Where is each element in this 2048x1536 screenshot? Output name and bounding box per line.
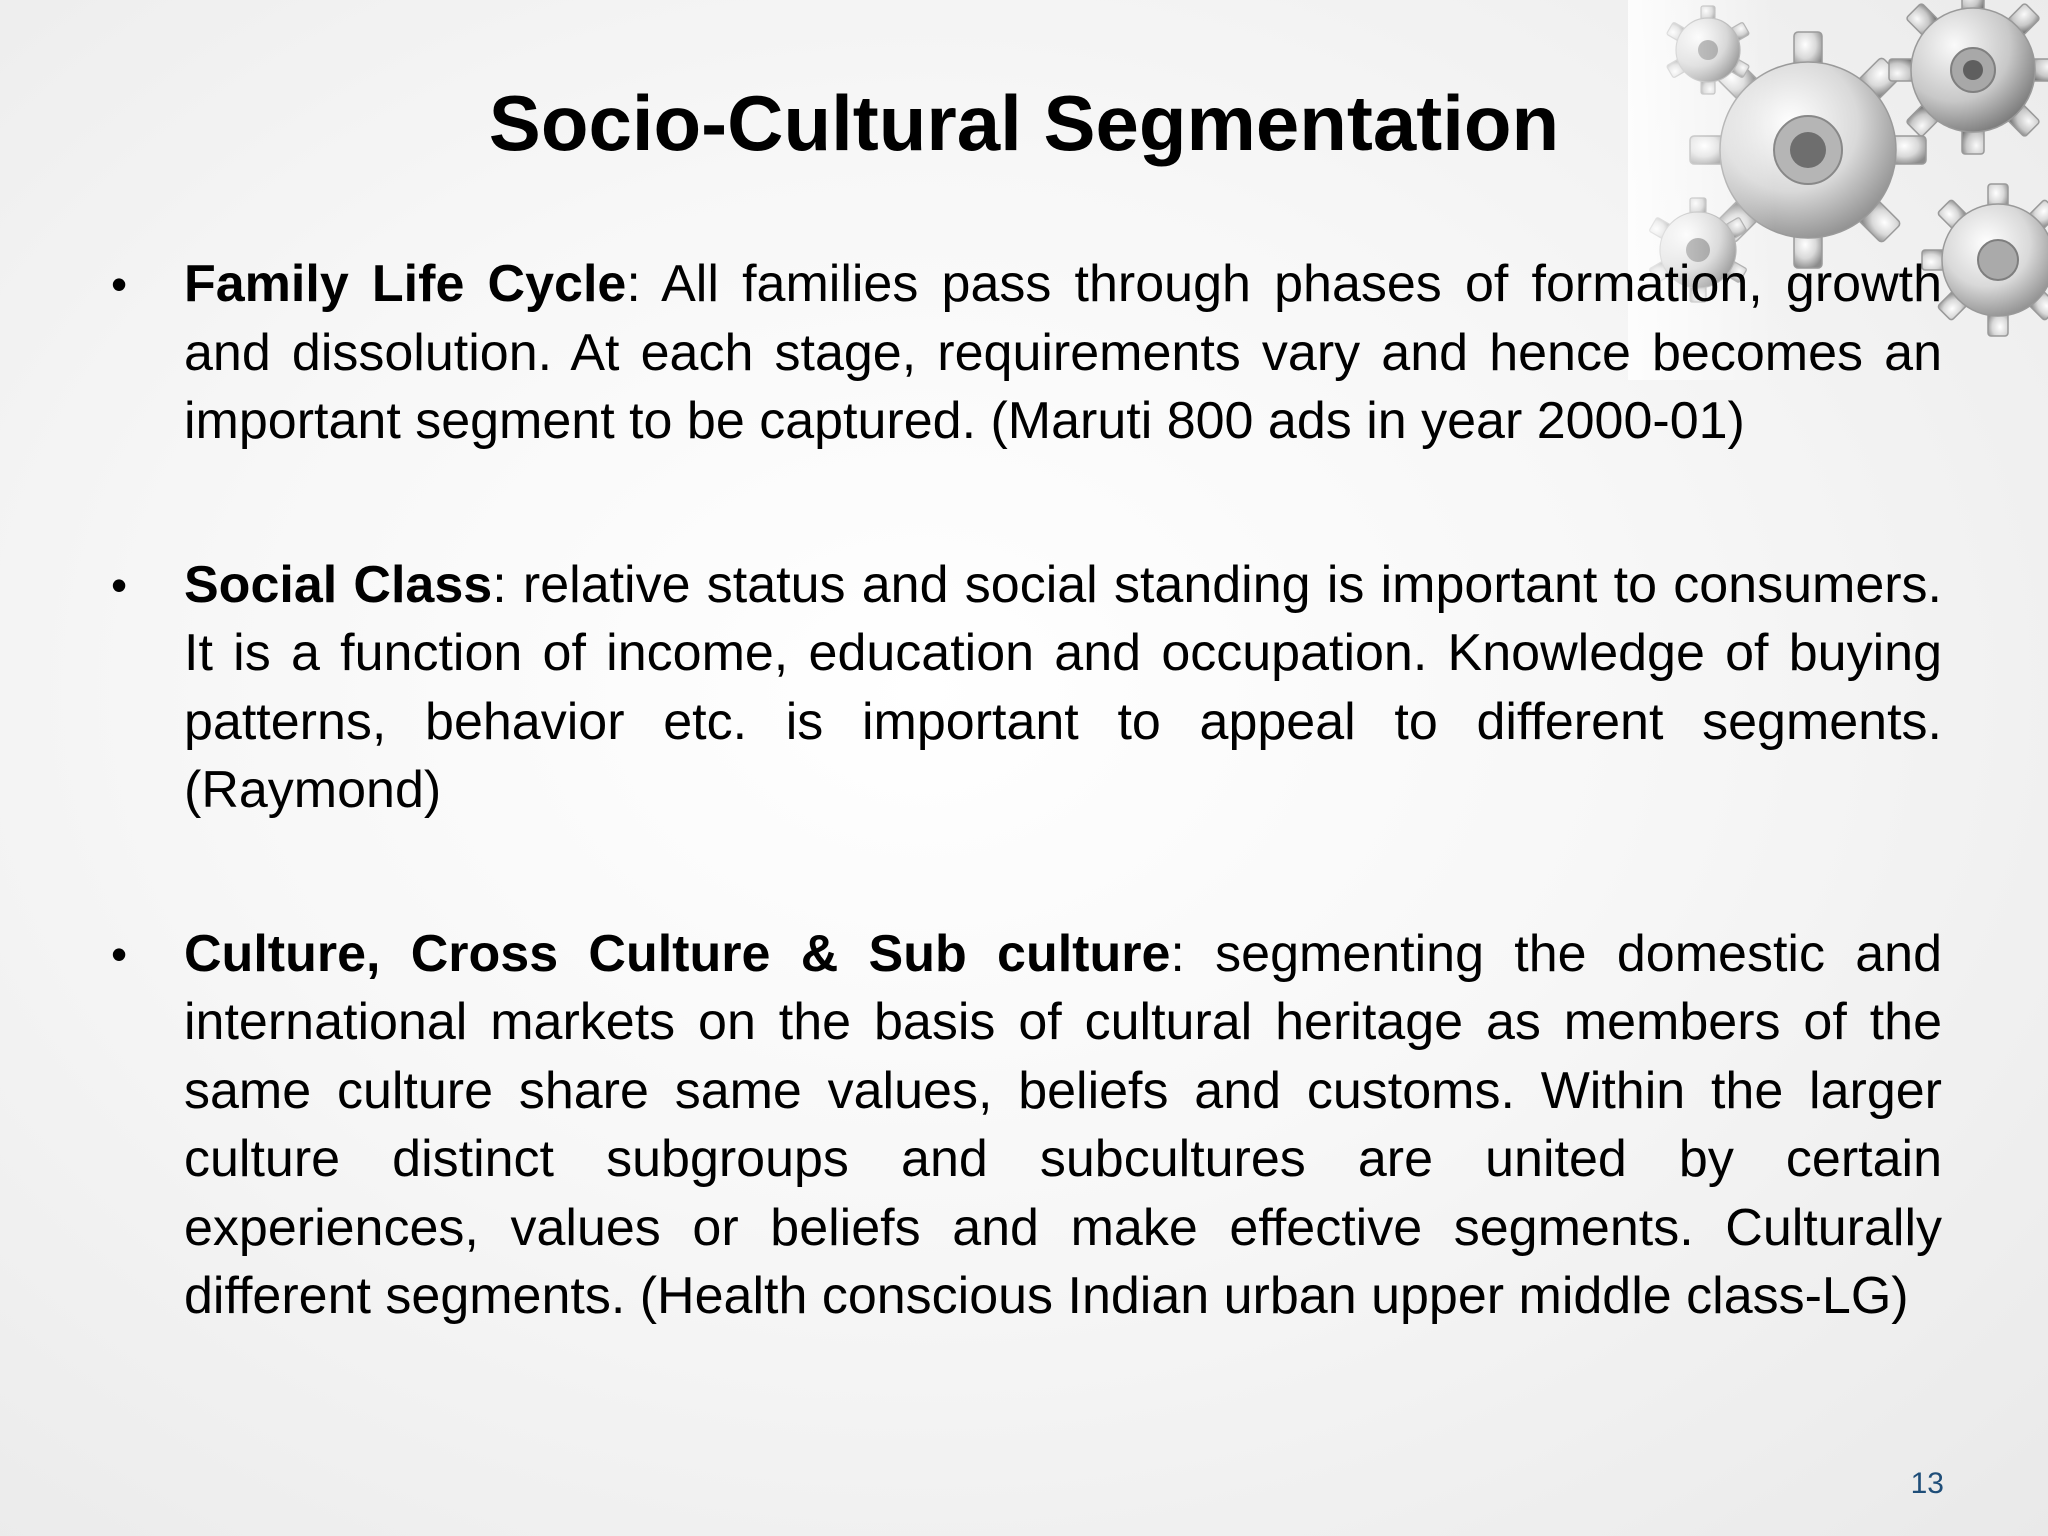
bullet-glyph: •: [110, 258, 128, 310]
slide-title: Socio-Cultural Segmentation: [488, 79, 1560, 167]
bullet-text: [184, 920, 1942, 1331]
bullet-glyph: •: [110, 558, 128, 611]
bullet-body: All families pass through phases of formation, growth and dissolution. At each stage, requirements vary and hence becomes an important segment to be captured. (Maruti 800 ads in year 2000-01): [184, 255, 1942, 450]
bullet-body: segmenting the domestic and international markets on the basis of cultural heritage as members of the same culture share same values, beliefs and customs. Within the larger culture distinct subgroups and subcultures are united by certain experiences, values or beliefs and make effective segments. Culturally different segments. (Health conscious Indian urban upper middle class-LG): [184, 924, 1942, 1325]
bullet-text: [184, 551, 1942, 825]
page-number: 13: [1910, 1467, 1944, 1500]
bullet-text: [184, 250, 1942, 456]
bullet-term: Family Life Cycle: [184, 255, 627, 313]
bullet-term: Social Class: [184, 555, 493, 614]
bullet-body: relative status and social standing is important to consumers. It is a function of income, education and occupation. Knowledge of buying patterns, behavior etc. is important to appeal to different segments. (Raymond): [184, 555, 1943, 819]
bullet-term: Culture, Cross Culture & Sub culture: [184, 924, 1171, 983]
bullet-item-social-class: [104, 551, 1942, 825]
bullet-item-family-life-cycle: [104, 250, 1942, 456]
bullet-item-culture: [104, 920, 1942, 1331]
bullet-list: [104, 250, 1942, 1331]
bullet-glyph: •: [110, 927, 128, 980]
bullet-separator: :: [492, 555, 507, 614]
bullet-separator: :: [1170, 924, 1185, 983]
bullet-separator: :: [626, 255, 641, 313]
